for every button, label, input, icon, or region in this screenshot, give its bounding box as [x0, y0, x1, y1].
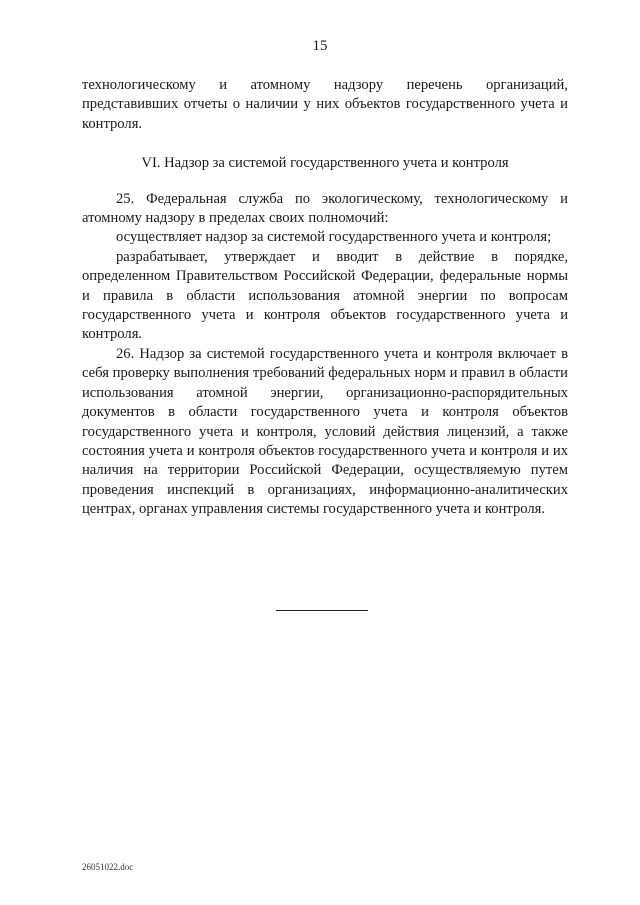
paragraph-25-item-1: осуществляет надзор за системой государственного учета и контроля;: [116, 229, 552, 246]
document-body: [82, 76, 568, 520]
document-code: 26051022.doc: [82, 862, 134, 872]
end-divider: [276, 610, 368, 611]
page-number: 15: [312, 38, 328, 54]
continuation-paragraph: технологическому и атомному надзору перечень организаций, представивших отчеты о наличии у них объектов государственного учета и контроля.: [82, 77, 568, 132]
paragraph-25: 25. Федеральная служба по экологическому, технологическому и атомному надзору в пределах своих полномочий:: [82, 190, 568, 227]
section-heading: VI. Надзор за системой государственного учета и контроля: [141, 155, 509, 172]
paragraph-25-item-2: разрабатывает, утверждает и вводит в действие в порядке, определенном Правительством Российской Федерации, федеральные нормы и правила в области использования атомной энергии по вопросам государственного учета и контроля объектов государственного учета и контроля.: [82, 248, 568, 343]
paragraph-26: 26. Надзор за системой государственного учета и контроля включает в себя проверку выполнения требований федеральных норм и правил в области использования атомной энергии, организационно-распорядительных документов в области государственного учета и контроля объектов государственного учета и контроля, условий действия лицензий, а также состояния учета и контроля объектов государственного учета и контроля и их наличия на территории Российской Федерации, осуществляемую путем проведения инспекций в организациях, информационно-аналитических центрах, органах управления системы государственного учета и контроля.: [82, 345, 568, 518]
